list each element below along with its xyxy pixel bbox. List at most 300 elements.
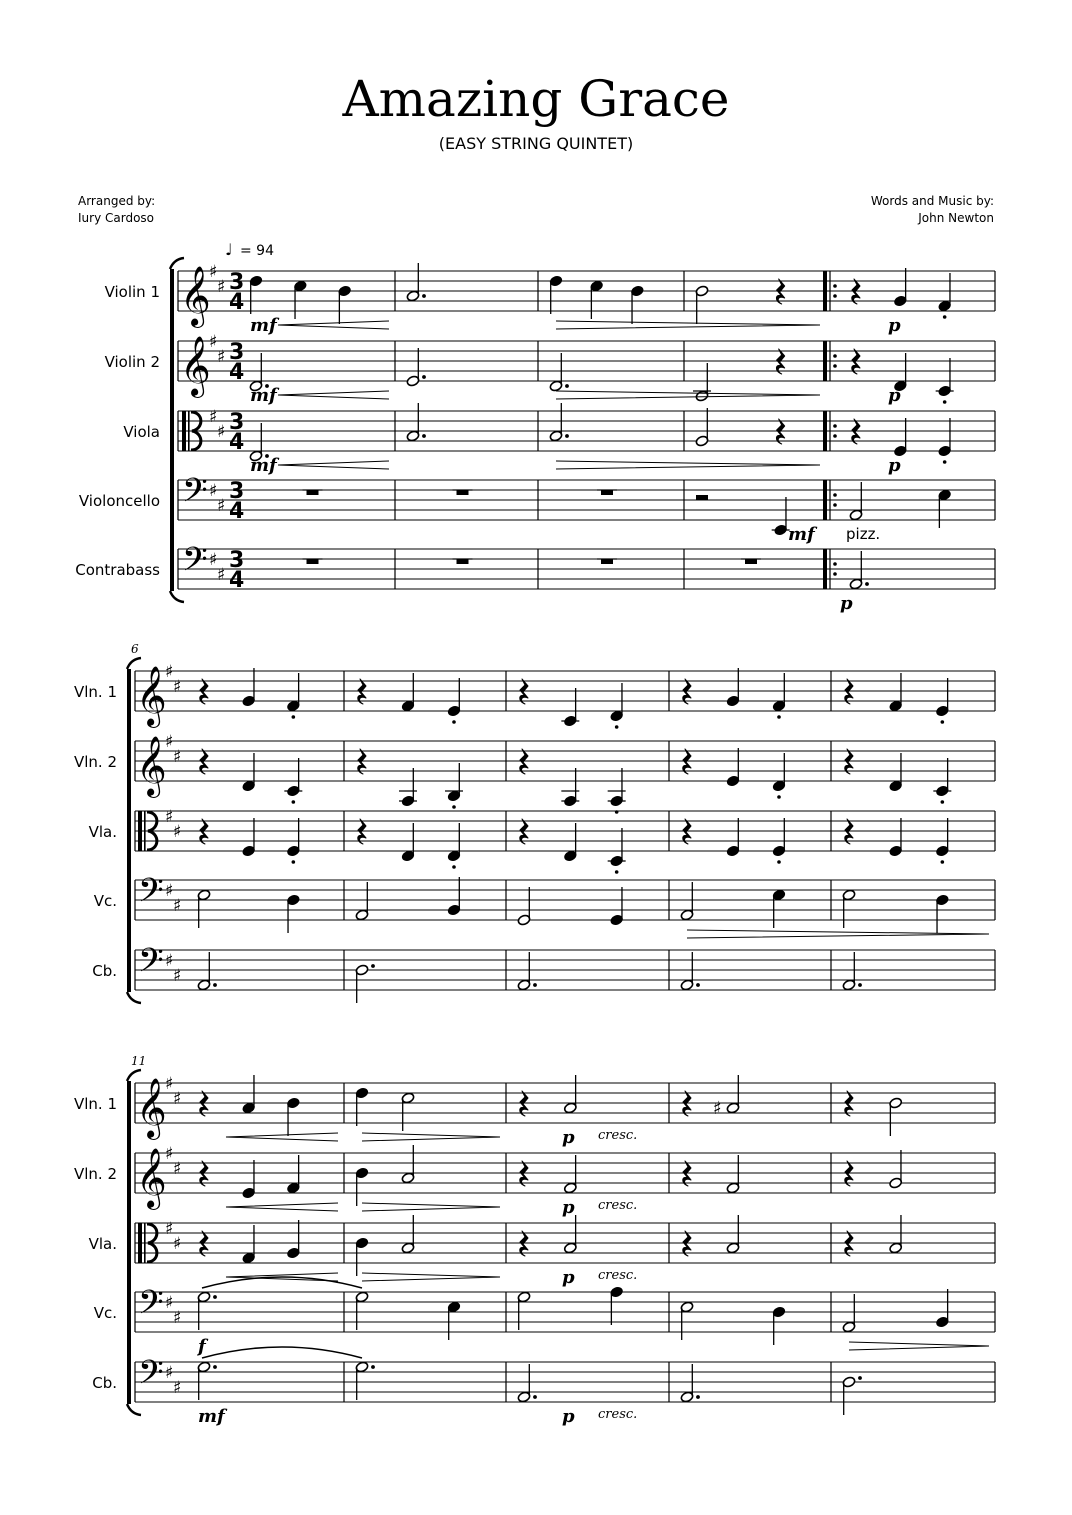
repeat-barline <box>823 480 827 520</box>
slur <box>202 1347 362 1358</box>
repeat-dot <box>833 284 837 288</box>
quarter-note <box>610 1286 624 1325</box>
staccato-dot <box>452 720 456 724</box>
measure-content <box>549 403 569 442</box>
augmentation-dot <box>565 384 569 388</box>
diminuendo-hairpin <box>362 1133 500 1141</box>
quarter-note <box>610 683 624 729</box>
half-note <box>563 1215 577 1254</box>
measure-content <box>197 1291 217 1330</box>
staccato-dot <box>292 715 296 719</box>
key-sharp-icon: ♯ <box>165 1074 174 1094</box>
instrument-name: Vla. <box>88 823 117 841</box>
half-note <box>197 1291 217 1330</box>
half-note <box>695 408 709 447</box>
half-note <box>842 889 856 928</box>
quarter-note <box>549 275 563 314</box>
key-sharp-icon: ♯ <box>165 662 174 682</box>
half-note <box>355 882 369 921</box>
measure-content <box>549 353 569 392</box>
instrument-name: Contrabass <box>75 561 160 579</box>
measure-content <box>303 490 323 495</box>
treble-clef-icon: 𝄞 <box>136 1078 167 1138</box>
half-note <box>563 1155 577 1194</box>
measure-content <box>845 1215 903 1256</box>
staccato-dot <box>615 725 619 729</box>
quarter-note <box>608 768 626 814</box>
instrument-name: Viola <box>123 423 160 441</box>
half-note <box>197 1361 217 1400</box>
half-note <box>726 1155 740 1194</box>
staff <box>92 942 995 990</box>
crescendo-hairpin <box>226 1133 338 1141</box>
staccato-dot <box>452 865 456 869</box>
time-sig-top: 3 <box>229 340 245 365</box>
measure-content <box>680 1301 786 1345</box>
expression-text: cresc. <box>598 1268 638 1283</box>
quarter-note <box>772 753 786 799</box>
measure-content <box>597 490 617 495</box>
augmentation-dot <box>533 983 537 987</box>
staff <box>74 1144 995 1210</box>
key-sharp-icon: ♯ <box>173 822 182 842</box>
crescendo-hairpin <box>278 321 389 329</box>
quarter-note <box>399 768 417 807</box>
staccato-dot <box>452 805 456 809</box>
quarter-note <box>772 497 790 536</box>
measure-content <box>453 490 473 495</box>
measure-content <box>520 819 626 874</box>
key-sharp-icon: ♯ <box>165 1144 174 1164</box>
measure-content <box>197 889 300 933</box>
half-rest <box>696 495 708 500</box>
quarter-note <box>772 889 786 928</box>
augmentation-dot <box>696 983 700 987</box>
measure-content <box>842 889 949 933</box>
half-note <box>563 1075 577 1114</box>
diminuendo-hairpin <box>556 391 820 399</box>
diminuendo-hairpin <box>362 1273 500 1281</box>
crescendo-hairpin <box>278 391 389 399</box>
measure-content <box>200 749 303 804</box>
quarter-note <box>563 823 577 862</box>
dynamic-marking: p <box>562 1406 575 1427</box>
quarter-note-icon: ♩ <box>225 240 233 259</box>
quarter-note <box>889 818 903 857</box>
measure-content <box>849 482 952 528</box>
instrument-name: Violin 2 <box>104 353 160 371</box>
staccato-dot <box>777 860 781 864</box>
staccato-dot <box>943 400 947 404</box>
measure-content <box>355 1145 415 1206</box>
bass-clef-icon: 𝄢 <box>182 472 208 518</box>
measure-content <box>200 1155 301 1199</box>
staccato-dot <box>941 860 945 864</box>
key-sharp-icon: ♯ <box>173 1308 182 1328</box>
quarter-note <box>242 1225 256 1264</box>
repeat-dot <box>833 424 837 428</box>
treble-clef-icon: 𝄞 <box>180 336 211 396</box>
staff <box>74 662 995 728</box>
crescendo-hairpin <box>226 1203 338 1211</box>
arranger-label: Arranged by: <box>78 194 156 208</box>
staccato-dot <box>615 810 619 814</box>
key-sharp-icon: ♯ <box>173 1234 182 1254</box>
repeat-dot <box>833 572 837 576</box>
measure-content <box>852 349 954 404</box>
repeat-barline <box>823 271 827 311</box>
half-note <box>726 1215 740 1254</box>
quarter-note <box>286 1155 300 1194</box>
measure-number: 11 <box>131 1054 147 1068</box>
quarter-note <box>242 753 256 792</box>
measure-content <box>406 403 426 442</box>
key-sharp-icon: ♯ <box>165 1363 174 1383</box>
measure-content <box>680 1364 700 1403</box>
half-note <box>401 1145 415 1184</box>
quarter-note <box>935 1289 949 1328</box>
key-sharp-icon: ♯ <box>173 747 182 767</box>
quarter-note <box>610 887 624 926</box>
repeat-dot <box>833 434 837 438</box>
quarter-note <box>286 894 300 933</box>
quarter-note <box>293 280 307 319</box>
quarter-note <box>445 763 463 809</box>
treble-clef-icon: 𝄞 <box>136 736 167 796</box>
repeat-dot <box>833 364 837 368</box>
time-sig-bottom: 4 <box>229 499 245 524</box>
staff <box>94 872 995 920</box>
expression-text: cresc. <box>598 1407 638 1422</box>
whole-rest <box>745 559 757 564</box>
measure-content <box>355 1361 375 1400</box>
score-subtitle: (EASY STRING QUINTET) <box>438 134 634 153</box>
treble-clef-icon: 𝄞 <box>136 666 167 726</box>
time-sig-bottom: 4 <box>229 430 245 455</box>
quarter-note <box>893 268 907 307</box>
composer-name: John Newton <box>918 211 994 225</box>
half-note <box>517 1364 537 1403</box>
half-note <box>401 1092 415 1131</box>
diminuendo-hairpin <box>849 1342 989 1350</box>
whole-rest <box>601 559 613 564</box>
staccato-dot <box>292 860 296 864</box>
system-2 <box>74 642 995 1003</box>
measure-content <box>842 952 862 991</box>
half-note <box>549 353 569 392</box>
repeat-dot <box>833 294 837 298</box>
time-sig-top: 3 <box>229 479 245 504</box>
key-sharp-icon: ♯ <box>165 951 174 971</box>
measure-content <box>517 1286 624 1330</box>
augmentation-dot <box>858 983 862 987</box>
time-sig-top: 3 <box>229 410 245 435</box>
measure-content <box>741 559 761 564</box>
time-sig-bottom: 4 <box>229 360 245 385</box>
half-note <box>680 952 700 991</box>
key-sharp-icon: ♯ <box>217 496 226 516</box>
measure-content <box>683 1075 740 1119</box>
tempo-marking <box>225 240 274 259</box>
instrument-name: Violoncello <box>78 492 160 510</box>
half-note <box>406 403 426 442</box>
augmentation-dot <box>371 964 375 968</box>
instrument-name: Vla. <box>88 1235 117 1253</box>
measure-content <box>355 877 461 921</box>
staccato-dot <box>943 460 947 464</box>
time-sig-top: 3 <box>229 270 245 295</box>
measure-content <box>200 1075 301 1136</box>
quarter-note <box>938 489 952 528</box>
half-note <box>517 1291 531 1330</box>
staccato-dot <box>777 715 781 719</box>
instrument-name: Vln. 2 <box>73 753 117 771</box>
systems-layer <box>74 240 995 1427</box>
half-note <box>680 1364 700 1403</box>
repeat-dot <box>833 493 837 497</box>
instrument-name: Cb. <box>92 1374 117 1392</box>
bass-clef-icon: 𝄢 <box>138 1354 164 1400</box>
half-note <box>355 1361 375 1400</box>
half-note <box>849 482 863 521</box>
dynamic-marking: p <box>888 385 901 406</box>
quarter-note <box>447 823 461 869</box>
key-sharp-icon: ♯ <box>165 732 174 752</box>
key-sharp-icon: ♯ <box>209 407 218 427</box>
quarter-note <box>242 1160 256 1199</box>
measure-number: 6 <box>131 642 139 656</box>
repeat-dot <box>833 562 837 566</box>
staccato-dot <box>615 870 619 874</box>
measure-content <box>355 1087 415 1131</box>
quarter-note <box>355 1237 369 1276</box>
dynamic-marking: mf <box>788 524 815 545</box>
time-sig-bottom: 4 <box>229 290 245 315</box>
dynamic-marking: p <box>562 1127 575 1148</box>
key-sharp-icon: ♯ <box>209 481 218 501</box>
measure-content <box>520 1155 578 1194</box>
whole-rest <box>457 490 469 495</box>
measure-content <box>197 1361 217 1400</box>
staff <box>123 407 995 455</box>
measure-content <box>453 559 473 564</box>
quarter-note <box>447 877 461 916</box>
staccato-dot <box>943 315 947 319</box>
half-note <box>842 1294 856 1333</box>
bass-clef-icon: 𝄢 <box>182 541 208 587</box>
measure-content <box>683 748 786 799</box>
time-sig-bottom: 4 <box>229 568 245 593</box>
quarter-note <box>447 1301 461 1340</box>
key-sharp-icon: ♯ <box>173 1378 182 1398</box>
quarter-note <box>286 673 300 719</box>
quarter-note <box>630 285 644 324</box>
staccato-dot <box>292 800 296 804</box>
augmentation-dot <box>422 294 426 298</box>
quarter-note <box>889 753 903 792</box>
augmentation-dot <box>533 1395 537 1399</box>
key-sharp-icon: ♯ <box>165 881 174 901</box>
quarter-note <box>355 1167 369 1206</box>
measure-content <box>355 1215 415 1276</box>
half-note <box>406 263 426 302</box>
treble-clef-icon: 𝄞 <box>180 266 211 326</box>
key-sharp-icon: ♯ <box>217 422 226 442</box>
quarter-note <box>338 285 352 324</box>
half-note <box>517 952 537 991</box>
dynamic-marking: mf <box>250 385 277 406</box>
staff <box>105 262 995 328</box>
treble-clef-icon: 𝄞 <box>136 1148 167 1208</box>
bass-clef-icon: 𝄢 <box>138 942 164 988</box>
half-note <box>889 1150 903 1189</box>
measure-content <box>520 679 624 729</box>
dynamic-marking: p <box>888 315 901 336</box>
system-3 <box>74 1054 995 1427</box>
half-note <box>889 1215 903 1254</box>
instrument-name: Vln. 1 <box>73 1095 117 1113</box>
system-1 <box>75 240 995 614</box>
quarter-note <box>561 768 579 807</box>
key-sharp-icon: ♯ <box>217 565 226 585</box>
diminuendo-hairpin <box>556 321 820 329</box>
whole-rest <box>307 490 319 495</box>
measure-content <box>680 952 700 991</box>
quarter-note <box>401 823 415 862</box>
repeat-barline <box>823 341 827 381</box>
measure-content <box>842 1289 949 1333</box>
half-note <box>517 887 531 926</box>
dynamic-marking: p <box>840 593 853 614</box>
augmentation-dot <box>565 434 569 438</box>
augmentation-dot <box>858 1376 862 1380</box>
quarter-note <box>889 673 903 712</box>
measure-content <box>597 559 617 564</box>
augmentation-dot <box>696 1395 700 1399</box>
quarter-note <box>249 275 263 314</box>
half-note <box>849 551 869 590</box>
instrument-name: Violin 1 <box>104 283 160 301</box>
key-sharp-icon: ♯ <box>217 277 226 297</box>
quarter-note <box>590 280 604 319</box>
sharp-accidental-icon: ♯ <box>713 1098 722 1119</box>
staff <box>94 1284 995 1332</box>
measure-content <box>849 551 869 590</box>
quarter-note <box>242 818 256 857</box>
key-sharp-icon: ♯ <box>173 966 182 986</box>
dynamic-marking: f <box>198 1336 206 1357</box>
augmentation-dot <box>371 1365 375 1369</box>
key-sharp-icon: ♯ <box>173 1089 182 1109</box>
instrument-name: Cb. <box>92 962 117 980</box>
quarter-note <box>772 1306 786 1345</box>
quarter-note <box>401 673 415 712</box>
quarter-note <box>726 668 740 707</box>
staccato-dot <box>941 720 945 724</box>
measure-content <box>358 749 463 809</box>
key-sharp-icon: ♯ <box>173 1159 182 1179</box>
measure-content <box>358 819 461 869</box>
augmentation-dot <box>213 1295 217 1299</box>
time-sig-top: 3 <box>229 548 245 573</box>
repeat-dot <box>833 354 837 358</box>
measure-content <box>303 559 323 564</box>
key-sharp-icon: ♯ <box>165 1219 174 1239</box>
quarter-note <box>286 1097 300 1136</box>
measure-content <box>517 1364 537 1403</box>
staff <box>89 1219 995 1263</box>
half-note <box>401 1215 415 1254</box>
half-note <box>197 889 211 928</box>
quarter-note <box>772 673 786 719</box>
quarter-note <box>561 688 579 727</box>
quarter-note <box>893 418 907 457</box>
measure-content <box>683 1215 740 1256</box>
dynamic-marking: mf <box>250 455 277 476</box>
bass-clef-icon: 𝄢 <box>138 872 164 918</box>
augmentation-dot <box>213 1365 217 1369</box>
augmentation-dot <box>213 983 217 987</box>
whole-rest <box>307 559 319 564</box>
technique-text: pizz. <box>846 525 881 543</box>
composer-label: Words and Music by: <box>870 194 994 208</box>
augmentation-dot <box>422 434 426 438</box>
dynamic-marking: mf <box>250 315 277 336</box>
measure-content <box>549 275 644 324</box>
diminuendo-hairpin <box>556 461 820 469</box>
tempo-value: = 94 <box>240 243 274 259</box>
augmentation-dot <box>865 582 869 586</box>
dynamic-marking: p <box>888 455 901 476</box>
half-note <box>695 285 709 324</box>
key-sharp-icon: ♯ <box>209 550 218 570</box>
key-sharp-icon: ♯ <box>173 677 182 697</box>
key-sharp-icon: ♯ <box>209 332 218 352</box>
instrument-name: Vc. <box>93 892 117 910</box>
key-sharp-icon: ♯ <box>165 1293 174 1313</box>
half-note <box>355 1291 369 1330</box>
expression-text: cresc. <box>598 1128 638 1143</box>
quarter-note <box>242 1075 256 1114</box>
arranger-name: Iury Cardoso <box>78 211 155 225</box>
diminuendo-hairpin <box>687 930 989 938</box>
measure-content <box>517 952 537 991</box>
staff <box>89 807 995 851</box>
quarter-note <box>355 1087 369 1126</box>
staff <box>74 1074 995 1140</box>
staccato-dot <box>777 795 781 799</box>
diminuendo-hairpin <box>362 1203 500 1211</box>
measure-content <box>680 882 786 928</box>
dynamic-marking: p <box>562 1197 575 1218</box>
instrument-name: Vln. 1 <box>73 683 117 701</box>
dynamic-marking: p <box>562 1267 575 1288</box>
key-sharp-icon: ♯ <box>165 807 174 827</box>
half-note <box>197 952 217 991</box>
half-note <box>680 1301 694 1340</box>
dynamic-marking: mf <box>198 1406 225 1427</box>
repeat-barline <box>823 549 827 589</box>
half-note <box>842 952 862 991</box>
half-note <box>889 1097 903 1136</box>
repeat-dot <box>833 503 837 507</box>
instrument-name: Vln. 2 <box>73 1165 117 1183</box>
bass-clef-icon: 𝄢 <box>138 1284 164 1330</box>
expression-text: cresc. <box>598 1198 638 1213</box>
whole-rest <box>457 559 469 564</box>
quarter-note <box>938 273 952 319</box>
quarter-note <box>286 1220 300 1259</box>
